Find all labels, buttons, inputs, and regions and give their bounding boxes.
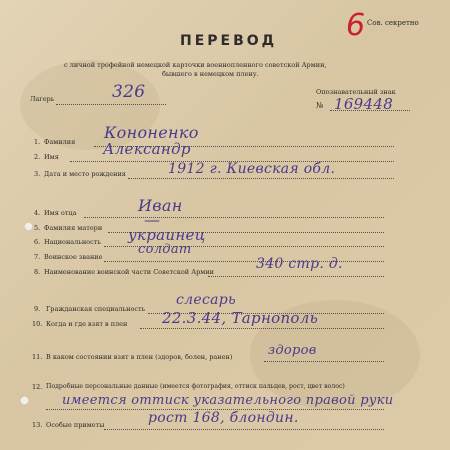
punch-hole [24, 222, 33, 231]
surname-value: Кононенко [104, 123, 199, 142]
nationality-value: украинец [128, 226, 206, 244]
field-line [104, 429, 384, 430]
field-num: 13. [32, 421, 43, 429]
birth-value: 1912 г. Киевская обл. [168, 161, 336, 177]
special-marks-value: рост 168, блондин. [148, 410, 299, 426]
field-num: 3. [34, 170, 41, 178]
classification-stamp: Сов. секретно [367, 19, 419, 27]
unit-value: 340 стр. д. [256, 256, 343, 272]
field-num: 2. [34, 153, 41, 161]
capture-value: 22.3.44, Тарнополь [162, 309, 319, 327]
tag-prefix: № [316, 101, 324, 110]
mother-surname-label: Фамилия матери [44, 224, 103, 232]
field-num: 4. [34, 209, 41, 217]
father-name-value: Иван [138, 196, 183, 215]
field-num: 11. [32, 353, 43, 361]
field-num: 10. [32, 320, 43, 328]
mother-surname-value: — [144, 210, 161, 229]
rank-label: Воинское звание [44, 253, 103, 261]
camp-label: Лагерь [30, 95, 55, 103]
condition-label: В каком состоянии взят в плен (здоров, болен, ранен) [46, 353, 233, 361]
capture-label: Когда и где взят в плен [46, 320, 128, 328]
unit-label: Наименование воинской части Советской Армии [44, 268, 215, 276]
field-line [140, 328, 384, 329]
punch-hole [20, 396, 29, 405]
personal-data-label: Подробные персональные данные (имеется фотография, оттиск пальцев, рост, цвет волос) [46, 383, 345, 390]
condition-value: здоров [268, 343, 317, 358]
field-line [128, 178, 394, 179]
field-num: 6. [34, 238, 41, 246]
field-num: 12. [32, 383, 43, 391]
subtitle-line-1: с личной трофейной немецкой карточки военнопленного советской Армии, [64, 61, 327, 69]
field-num: 9. [34, 305, 41, 313]
field-line [264, 361, 384, 362]
civil-specialty-value: слесарь [176, 292, 236, 308]
name-label: Имя [44, 153, 59, 161]
field-line [84, 217, 384, 218]
tag-value: 169448 [334, 95, 394, 113]
camp-line [56, 104, 166, 105]
tag-label: Опознавательный знак [316, 88, 396, 96]
rank-value: солдат [138, 242, 192, 257]
nationality-label: Национальность [44, 238, 101, 246]
field-line [208, 276, 384, 277]
field-num: 7. [34, 253, 41, 261]
field-num: 5. [34, 224, 41, 232]
field-num: 1. [34, 138, 41, 146]
archive-number: 6 [346, 8, 366, 43]
camp-value: 326 [112, 82, 146, 102]
field-num: 8. [34, 268, 41, 276]
page-title: ПЕРЕВОД [180, 33, 278, 49]
father-name-label: Имя отца [44, 209, 77, 217]
birth-label: Дата и место рождения [44, 170, 126, 178]
subtitle-line-2: бывшего в немецком плену. [162, 70, 259, 78]
personal-data-value: имеется оттиск указательного правой руки [62, 393, 394, 408]
name-value: Александр [103, 140, 191, 158]
special-marks-label: Особые приметы [46, 421, 105, 429]
surname-label: Фамилия [44, 138, 76, 146]
civil-specialty-label: Гражданская специальность [46, 305, 146, 313]
